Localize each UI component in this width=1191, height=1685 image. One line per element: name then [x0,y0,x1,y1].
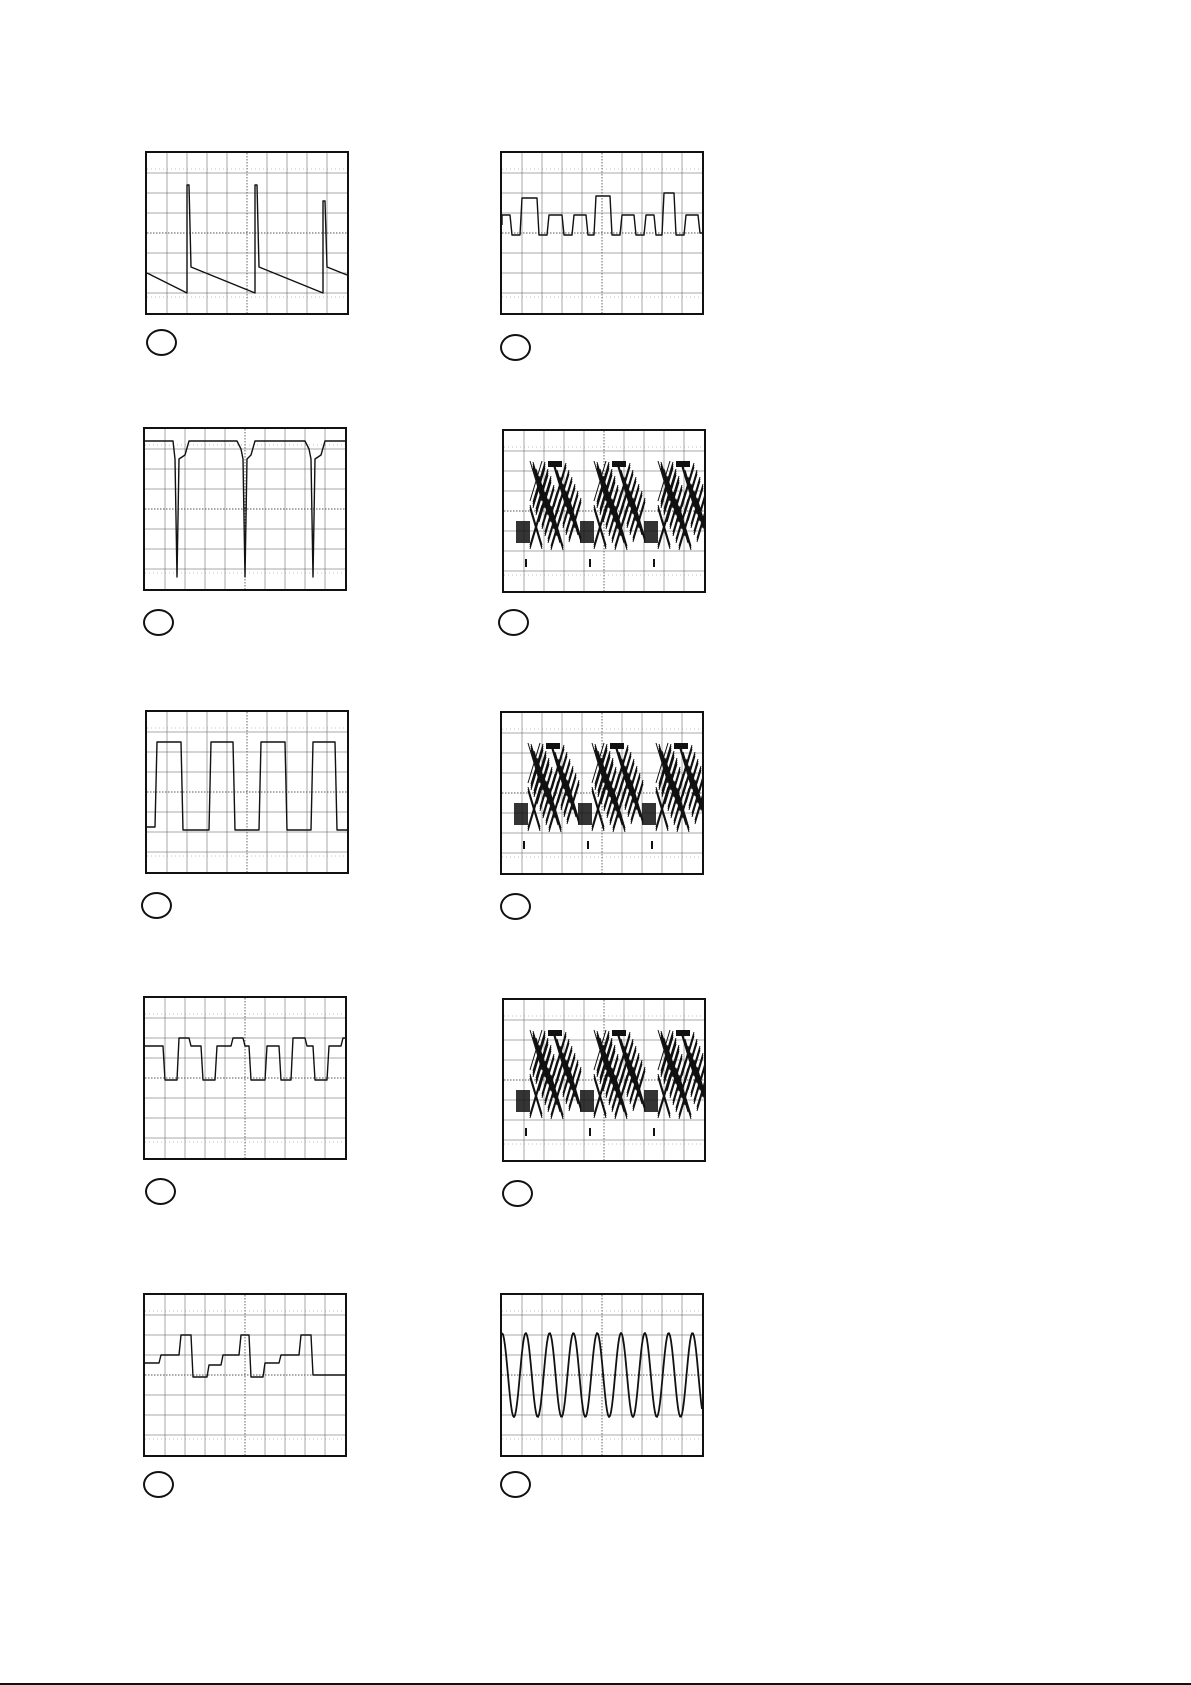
video-peak [612,461,626,467]
video-burst [580,1090,594,1112]
video-burst [580,521,594,543]
waveform-marker [145,1178,176,1205]
video-burst [644,521,658,543]
video-burst [516,521,530,543]
waveform-marker [143,1471,174,1498]
waveform-marker [143,609,174,636]
waveform-plot [504,1000,704,1160]
oscilloscope-screen [143,1293,347,1457]
waveform-marker [500,1471,531,1498]
waveform-marker [500,334,531,361]
video-peak [612,1030,626,1036]
waveform-plot [502,713,702,873]
waveform-plot [145,1295,345,1455]
waveform-marker [502,1180,533,1207]
video-burst [514,803,528,825]
waveform-marker [500,893,531,920]
video-peak [676,1030,690,1036]
waveform-plot [502,1295,702,1455]
oscilloscope-screen [143,427,347,591]
video-peak [548,461,562,467]
video-peak [548,1030,562,1036]
scope-grid [502,153,702,313]
oscilloscope-screen [502,429,706,593]
video-burst [516,1090,530,1112]
video-peak [674,743,688,749]
video-burst [642,803,656,825]
video-peak [610,743,624,749]
waveform-plot [145,429,345,589]
waveform-plot [145,998,345,1158]
waveform-plot [502,153,702,313]
waveform-marker [141,892,172,919]
oscilloscope-screen [500,711,704,875]
waveform-plot [147,153,347,313]
video-peak [676,461,690,467]
oscilloscope-screen [500,151,704,315]
waveform-plot [147,712,347,872]
oscilloscope-screen [502,998,706,1162]
oscilloscope-screen [143,996,347,1160]
oscilloscope-screen [145,710,349,874]
video-burst [578,803,592,825]
waveform-marker [498,609,529,636]
waveform-plot [504,431,704,591]
oscilloscope-screen [500,1293,704,1457]
oscilloscope-screen [145,151,349,315]
video-peak [546,743,560,749]
video-burst [644,1090,658,1112]
scope-grid [147,712,347,872]
waveform-marker [146,329,177,356]
